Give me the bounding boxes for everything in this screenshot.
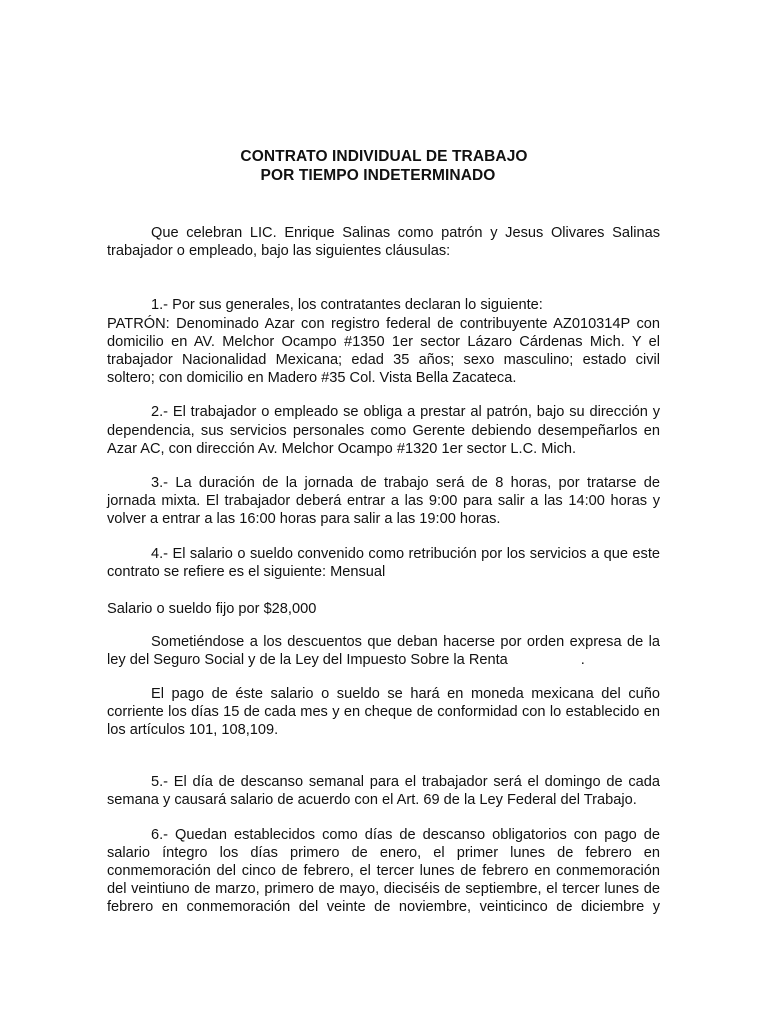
salary-line: Salario o sueldo fijo por $28,000 xyxy=(107,601,317,618)
contract-body xyxy=(107,224,665,917)
spacer xyxy=(107,529,660,545)
spacer xyxy=(107,810,660,826)
spacer xyxy=(107,581,660,600)
contract-title-line2: POR TIEMPO INDETERMINADO xyxy=(260,167,496,184)
clause-3: 3.- La duración de la jornada de trabajo será de 8 horas, por tratarse de jornada mixta. El trabajador deberá entrar a las 9:00 para salir a las 14:00 horas y volver a entrar a las 16:00 horas para salir a las 19:00 horas. xyxy=(107,475,660,528)
clause-2: 2.- El trabajador o empleado se obliga a prestar al patrón, bajo su dirección y dependencia, sus servicios personales como Gerente debiendo desempeñarlos en Azar AC, con dirección Av. Melchor Ocampo #1320 1er sector L.C. Mich. xyxy=(107,404,660,457)
spacer xyxy=(107,739,660,773)
clause-4: 4.- El salario o sueldo convenido como retribución por los servicios a que este contrato se refiere es el siguiente: Mensual xyxy=(107,545,660,580)
deductions-paragraph: Sometiéndose a los descuentos que deban hacerse por orden expresa de la ley del Seguro Social y de la Ley del Impuesto Sobre la Renta . xyxy=(107,634,665,669)
clause-6: 6.- Quedan establecidos como días de descanso obligatorios con pago de salario íntegro los días primero de enero, el primer lunes de febrero en conmemoración del cinco de febrero, el tercer lunes de febrero en conmemoración del veintiuno de marzo, primero de mayo, dieciséis de septiembre, el tercer lunes de febrero en conmemoración del veinte de noviembre, veinticinco de diciembre y xyxy=(107,826,660,916)
contract-title-line1: CONTRATO INDIVIDUAL DE TRABAJO xyxy=(240,148,528,165)
clause-1-text: PATRÓN: Denominado Azar con registro federal de contribuyente AZ010314P con domicilio en AV. Melchor Ocampo #1350 1er sector Lázaro Cárdenas Mich. Y el trabajador Nacionalidad Mexicana; edad 35 años; sexo masculino; estado civil soltero; con domicilio en Madero #35 Col. Vista Bella Zacateca. xyxy=(107,315,660,387)
intro-paragraph: Que celebran LIC. Enrique Salinas como patrón y Jesus Olivares Salinas trabajador o empleado, bajo las siguientes cláusulas: xyxy=(107,225,660,260)
spacer xyxy=(107,260,660,296)
spacer xyxy=(107,387,660,403)
clause-1-heading: 1.- Por sus generales, los contratantes declaran lo siguiente: xyxy=(151,297,543,314)
spacer xyxy=(107,618,660,633)
spacer xyxy=(107,458,660,474)
spacer xyxy=(107,670,660,685)
clause-5: 5.- El día de descanso semanal para el trabajador será el domingo de cada semana y causará salario de acuerdo con el Art. 69 de la Ley Federal del Trabajo. xyxy=(107,774,660,809)
payment-paragraph: El pago de éste salario o sueldo se hará en moneda mexicana del cuño corriente los días 15 de cada mes y en cheque de conformidad con lo establecido en los artículos 101, 108,109. xyxy=(107,685,660,739)
